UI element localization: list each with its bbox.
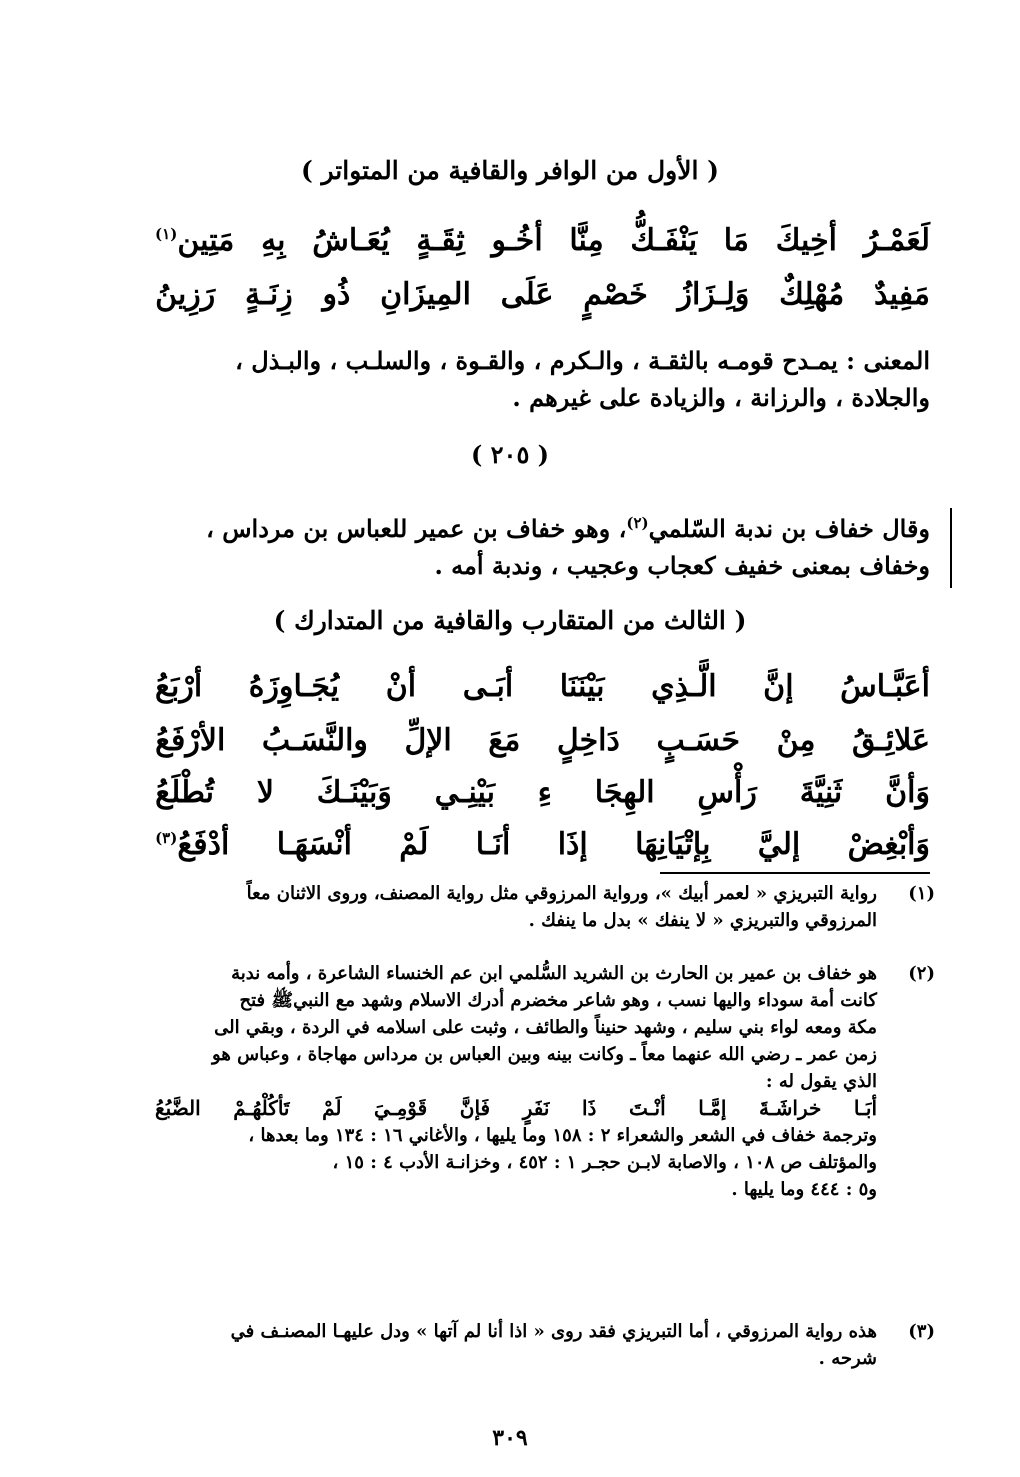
verse-word: إمَّـا xyxy=(698,1096,727,1120)
verse-word: أخُـو xyxy=(491,222,543,258)
verse-word: رَزِينُ xyxy=(155,276,216,312)
footnote-marker-1: (١) xyxy=(155,224,178,243)
verse-word: إذَا xyxy=(557,826,588,862)
margin-rule xyxy=(950,508,952,588)
verse-word: ذَا xyxy=(581,1096,597,1120)
verse-word: ءِ xyxy=(537,774,552,810)
section-heading-mutaqarib: ( الثالث من المتقارب والقافية من المتدارك ) xyxy=(273,606,747,635)
poem-1-line-2 xyxy=(155,268,930,320)
footnote-line: الذي يقول له : xyxy=(765,1071,877,1092)
footnote-line: كانت أمة سوداء واليها نسب ، وهو شاعر مخضرم أدرك الاسلام وشهد مع النبيﷺ فتح xyxy=(239,990,877,1011)
verse-word: الإلِّ xyxy=(404,722,452,758)
intro-text: ، وهو خفاف بن عمير للعباس بن مرداس ، xyxy=(206,514,627,543)
entry-number: ( ٢٠٥ ) xyxy=(470,440,550,469)
verse-word: بَيْنَنَا xyxy=(559,668,605,704)
verse-word: بَيْنِـي xyxy=(434,774,495,810)
footnote-line: شرحه . xyxy=(818,1348,877,1369)
verse-word: أنْسَهَـا xyxy=(276,826,352,862)
verse-word: ذُو xyxy=(322,276,351,312)
poem-2-line-1 xyxy=(155,660,930,712)
verse-word: أنْـتَ xyxy=(629,1096,666,1120)
meaning-line: والجلادة ، والرزانة ، والزيادة على غيرهم . xyxy=(512,383,930,412)
verse-word: الضَّبُعُ xyxy=(155,1096,201,1120)
verse-word: دَاخِلٍ xyxy=(556,722,620,758)
verse-word: الأرْفَعُ xyxy=(155,722,226,758)
verse-word: لَمْ xyxy=(399,826,429,862)
verse-word: والنَّسَـبُ xyxy=(261,722,368,758)
footnote-1 xyxy=(155,880,935,934)
verse-word: مَتِين xyxy=(177,222,235,258)
poem-2-line-2 xyxy=(155,714,930,766)
verse-word: حَسَـبٍ xyxy=(656,722,740,758)
verse-word: بِهِ xyxy=(261,222,286,258)
footnote-verse xyxy=(155,1095,877,1122)
footnote-number: (٣) xyxy=(908,1321,935,1342)
verse-word: عَلَى xyxy=(500,276,554,312)
verse-word: مِنْ xyxy=(776,722,816,758)
verse-word-with-marker xyxy=(155,827,229,862)
verse-word: يَنْفَـكُّ xyxy=(630,222,698,258)
footnote-marker-3: (٣) xyxy=(155,828,178,847)
verse-word: تُطْلَعُ xyxy=(155,774,214,810)
verse-word: يُجَـاوِزَهُ xyxy=(248,668,340,704)
footnote-line: زمن عمر ـ رضي الله عنهما معاً ـ وكانت بينه وبين العباس بن مرداس مهاجاة ، وعباس هو xyxy=(212,1044,877,1065)
verse-word: مَفِيدٌ xyxy=(873,276,930,312)
intro-line: وخفاف بمعنى خفيف كعجاب وعجيب ، وندبة أمه . xyxy=(434,551,930,580)
verse-word: مَا xyxy=(723,222,749,258)
verse-word: وَأبْغِضْ xyxy=(847,826,930,862)
verse-word: مِنَّا xyxy=(569,222,604,258)
verse-word: أرْبَعُ xyxy=(155,668,203,704)
verse-word: وَأنَّ xyxy=(885,774,930,810)
verse-word: نَفَرٍ xyxy=(522,1096,550,1120)
verse-word: يُعَـاشُ xyxy=(312,222,390,258)
footnote-3 xyxy=(155,1318,935,1372)
verse-word: إليَّ xyxy=(757,826,801,862)
verse-word: ثِقَـةٍ xyxy=(416,222,465,258)
verse-word: ثَنِيَّةَ xyxy=(799,774,843,810)
verse-word: الَّـذِي xyxy=(651,668,717,704)
footnote-marker-2: (٢) xyxy=(626,514,649,532)
intro-text: وقال خفاف بن ندبة السّلمي xyxy=(648,514,930,543)
poem-2-line-4 xyxy=(155,818,930,870)
verse-word: وَلِـزَازُ xyxy=(677,276,750,312)
poem-2-line-3 xyxy=(155,766,930,818)
verse-word: تَأكُلْهُـمْ xyxy=(233,1096,290,1120)
page-number: ٣٠٩ xyxy=(492,1425,528,1451)
verse-word: لَمْ xyxy=(322,1096,342,1120)
footnote-number: (٢) xyxy=(908,963,935,984)
verse-word: أبَـى xyxy=(462,668,514,704)
meaning-line: المعنى : يمـدح قومـه بالثقـة ، والـكرم ، والقـوة ، والسلـب ، والبـذل ، xyxy=(235,346,930,375)
verse-word: زِنَـةٍ xyxy=(245,276,293,312)
verse-word: عَلائِـقُ xyxy=(852,722,930,758)
footnote-line: هذه رواية المرزوقي ، أما التبريزي فقد روى « اذا أنا لم آتها » ودل عليهـا المصنـف في xyxy=(230,1321,877,1342)
verse-word: قَوْمِـيَ xyxy=(374,1096,428,1120)
footnote-line: المرزوقي والتبريزي « لا ينفك » بدل ما ينفك . xyxy=(528,910,877,931)
verse-word: أنَـا xyxy=(475,826,511,862)
verse-word: مُهْلِكٌ xyxy=(779,276,845,312)
verse-word: المِيزَانِ xyxy=(380,276,471,312)
poem-1-line-1 xyxy=(155,214,930,266)
footnote-number: (١) xyxy=(908,883,935,904)
footnote-line: رواية التبريزي « لعمر أبيك »، ورواية المرزوقي مثل رواية المصنف، وروى الاثنان معاً xyxy=(246,883,877,904)
verse-word: رَأْسِ xyxy=(697,774,757,810)
footnote-line: والمؤتلف ص ١٠٨ ، والاصابة لابـن حجـر ١ : ٤٥٢ ، وخزانـة الأدب ٤ : ١٥ ، xyxy=(332,1152,877,1173)
footnote-2 xyxy=(155,960,935,1203)
verse-word: أبَـا xyxy=(853,1096,877,1120)
verse-word: لا xyxy=(256,774,274,810)
verse-word: أدْفَعُ xyxy=(177,826,230,862)
intro-line xyxy=(160,505,930,547)
footnote-line: و٥ : ٤٤٤ وما يليها . xyxy=(731,1179,877,1200)
verse-word: لَعَمْـرُ xyxy=(863,222,930,258)
verse-word: خراشَـةَ xyxy=(759,1096,822,1120)
verse-word: بِإتْيَانِهَا xyxy=(635,826,711,862)
meaning-paragraph xyxy=(160,342,930,416)
verse-word: فَإنَّ xyxy=(459,1096,491,1120)
verse-word: أعَبَّـاسُ xyxy=(840,668,930,704)
footnote-line: وترجمة خفاف في الشعر والشعراء ٢ : ١٥٨ وما يليها ، والأغاني ١٦ : ١٣٤ وما بعدها ، xyxy=(248,1125,877,1146)
section-heading-wafir: ( الأول من الوافر والقافية من المتواتر ) xyxy=(300,156,719,185)
verse-word: خَصْمٍ xyxy=(583,276,648,312)
footnote-line: مكة ومعه لواء بني سليم ، وشهد حنيناً والطائف ، وثبت على اسلامه في الردة ، وبقي الى xyxy=(214,1017,877,1038)
verse-word: وَبَيْنَـكَ xyxy=(316,774,392,810)
verse-word: أنْ xyxy=(385,668,417,704)
footnote-line: هو خفاف بن عمير بن الحارث بن الشريد السُّلمي ابن عم الخنساء الشاعرة ، وأمه ندبة xyxy=(231,963,877,984)
verse-word: مَعَ xyxy=(488,722,521,758)
verse-word-with-marker xyxy=(155,223,234,258)
intro-paragraph xyxy=(160,505,930,584)
verse-word: أخِيكَ xyxy=(775,222,837,258)
footnote-separator xyxy=(660,872,930,874)
verse-word: إنَّ xyxy=(763,668,794,704)
verse-word: الهِجَا xyxy=(594,774,655,810)
